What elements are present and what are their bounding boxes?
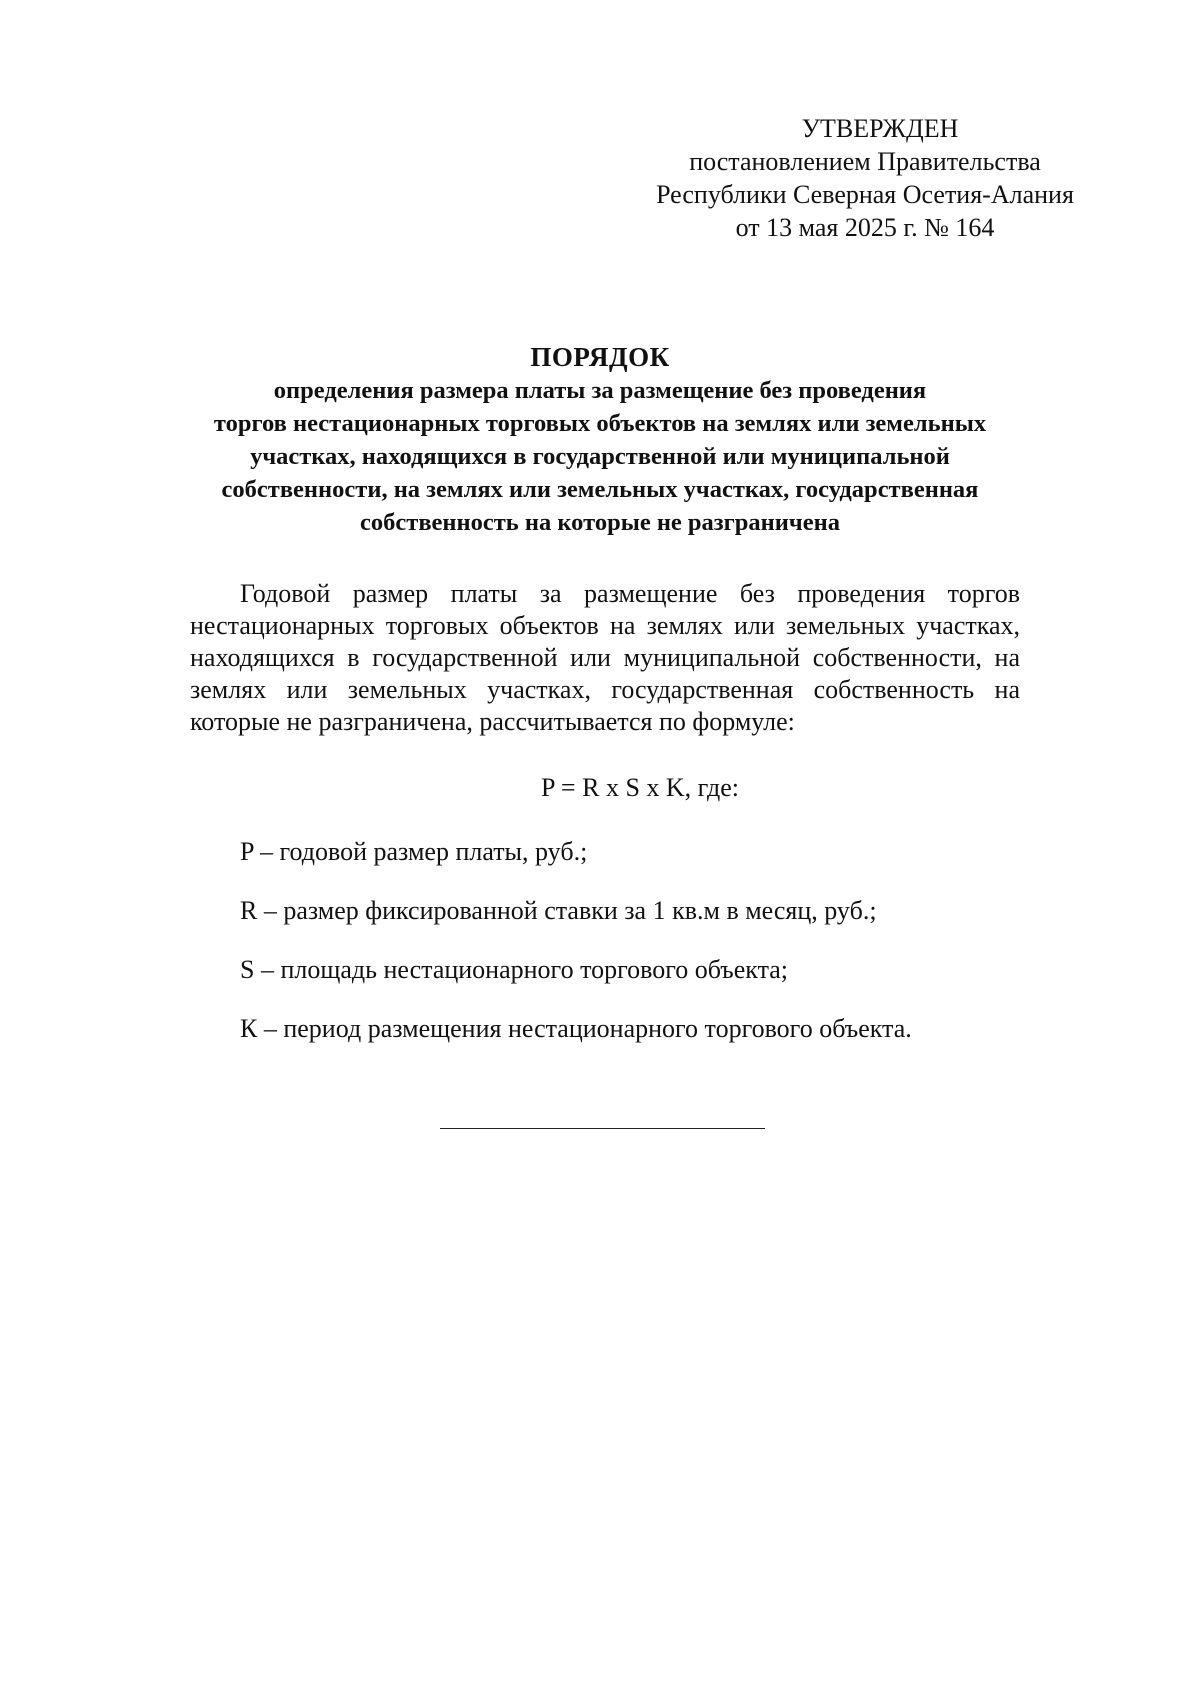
approval-line-date-number: от 13 мая 2025 г. № 164 [735,213,995,242]
approval-line-approved: УТВЕРЖДЕН [801,114,959,143]
end-divider [440,1128,765,1129]
approval-line-resolution: постановлением Правительства [689,147,1041,176]
document-subtitle-line: торгов нестационарных торговых объектов на землях или земельных [213,410,987,437]
definition-item-p: P – годовой размер платы, руб.; [240,837,588,866]
body-paragraph: Годовой размер платы за размещение без проведения торгов нестационарных торговых объектов на землях или земельных участках, находящихся в государственной или муниципальной собственности, на землях или земельных участках, государственная собственность на которые не разграничена, рассчитывается по формуле: [190,579,1020,736]
definition-item-k: К – период размещения нестационарного торгового объекта. [240,1014,912,1043]
document-subtitle-line: участках, находящихся в государственной или муниципальной [250,443,950,470]
document-title: ПОРЯДОК [530,342,670,372]
document-subtitle-line: определения размера платы за размещение без проведения [273,377,927,404]
formula [0,772,1200,804]
document-title-block [180,340,1020,539]
definition-item-r: R – размер фиксированной ставки за 1 кв.м в месяц, руб.; [240,896,877,925]
definitions-list [240,836,1040,1072]
document-subtitle-line: собственности, на землях или земельных участках, государственная [221,476,979,503]
document-subtitle-line: собственность на которые не разграничена [360,509,840,536]
definition-item-s: S – площадь нестационарного торгового объекта; [240,955,789,984]
approval-stamp [620,112,1110,244]
approval-line-republic: Республики Северная Осетия-Алания [656,180,1074,209]
formula-text: P = R x S x K, где: [540,773,740,802]
